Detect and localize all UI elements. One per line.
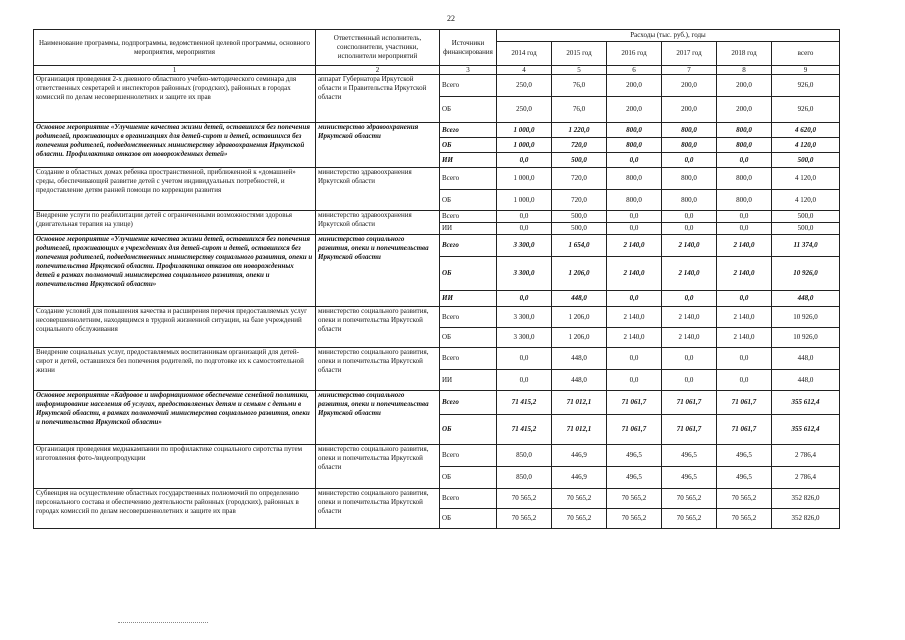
- column-index: 8: [717, 66, 772, 75]
- year-value: 446,9: [552, 445, 607, 467]
- activity-name: Организация проведения медиакампании по профилактике социального сиротства путем изготовления фото-/видеопродукции: [34, 445, 316, 489]
- year-value: 0,0: [497, 348, 552, 370]
- year-value: 2 140,0: [717, 257, 772, 291]
- funding-source: Всего: [440, 123, 497, 138]
- year-value: 800,0: [607, 190, 662, 211]
- total-value: 355 612,4: [772, 415, 840, 445]
- year-value: 800,0: [607, 138, 662, 153]
- total-value: 352 826,0: [772, 489, 840, 509]
- year-value: 800,0: [717, 138, 772, 153]
- year-value: 1 000,0: [497, 190, 552, 211]
- year-value: 0,0: [497, 153, 552, 168]
- total-value: 4 120,0: [772, 138, 840, 153]
- year-value: 70 565,2: [662, 509, 717, 529]
- year-value: 71 415,2: [497, 415, 552, 445]
- activity-name: Основное мероприятие «Кадровое и информационное обеспечение семейной политики, информирование населения об услугах, предоставляемых детям и семьям с детьми в Иркутской области, в рамках полномочий министерства социального развития, опеки и попечительства Иркутской области»: [34, 391, 316, 445]
- header-year: 2014 год: [497, 42, 552, 66]
- header-expenses: Расходы (тыс. руб.), годы: [497, 30, 840, 42]
- footer-dotted-line: [118, 622, 208, 623]
- year-value: 1 206,0: [552, 307, 607, 328]
- year-value: 70 565,2: [662, 489, 717, 509]
- year-value: 70 565,2: [717, 509, 772, 529]
- table-row: [34, 391, 840, 415]
- year-value: 71 012,1: [552, 391, 607, 415]
- column-index: 6: [607, 66, 662, 75]
- year-value: 800,0: [607, 168, 662, 190]
- column-index: 3: [440, 66, 497, 75]
- total-value: 355 612,4: [772, 391, 840, 415]
- funding-source: ОБ: [440, 328, 497, 348]
- year-value: 0,0: [662, 211, 717, 223]
- year-value: 71 061,7: [717, 391, 772, 415]
- table-row: [34, 211, 840, 223]
- total-value: 10 926,0: [772, 307, 840, 328]
- column-index: 2: [316, 66, 440, 75]
- activity-name: Внедрение социальных услуг, предоставляемых воспитанникам организаций для детей-сирот и детей, оставшихся без попечения родителей, по подготовке их к самостоятельной жизни: [34, 348, 316, 391]
- year-value: 200,0: [662, 97, 717, 123]
- year-value: 3 300,0: [497, 307, 552, 328]
- header-year: 2017 год: [662, 42, 717, 66]
- activity-executor: министерство здравоохранения Иркутской области: [316, 168, 440, 211]
- total-value: 352 826,0: [772, 509, 840, 529]
- year-value: 496,5: [717, 467, 772, 489]
- year-value: 0,0: [717, 153, 772, 168]
- year-value: 250,0: [497, 75, 552, 97]
- funding-source: ИИ: [440, 291, 497, 307]
- year-value: 2 140,0: [662, 235, 717, 257]
- activity-executor: министерство социального развития, опеки и попечительства Иркутской области: [316, 348, 440, 391]
- year-value: 76,0: [552, 97, 607, 123]
- year-value: 0,0: [717, 348, 772, 370]
- year-value: 3 300,0: [497, 235, 552, 257]
- year-value: 70 565,2: [552, 509, 607, 529]
- total-value: 926,0: [772, 97, 840, 123]
- activity-name: Создание условий для повышения качества и расширения перечня предоставляемых услуг несовершеннолетним, находящимся в трудной жизненной ситуации, на базе учреждений социального обслуживания: [34, 307, 316, 348]
- year-value: 496,5: [717, 445, 772, 467]
- year-value: 200,0: [607, 97, 662, 123]
- activity-executor: министерство социального развития, опеки и попечительства Иркутской области: [316, 489, 440, 529]
- total-value: 448,0: [772, 291, 840, 307]
- funding-source: ОБ: [440, 257, 497, 291]
- funding-source: Всего: [440, 348, 497, 370]
- funding-source: Всего: [440, 211, 497, 223]
- page-number: 22: [447, 14, 455, 23]
- header-name: Наименование программы, подпрограммы, ведомственной целевой программы, основного мероприятия, мероприятия: [34, 30, 316, 66]
- year-value: 3 300,0: [497, 328, 552, 348]
- year-value: 800,0: [662, 123, 717, 138]
- table-row: [34, 168, 840, 190]
- year-value: 0,0: [717, 291, 772, 307]
- year-value: 720,0: [552, 168, 607, 190]
- year-value: 200,0: [717, 97, 772, 123]
- year-value: 3 300,0: [497, 257, 552, 291]
- year-value: 0,0: [497, 370, 552, 391]
- header-year: 2018 год: [717, 42, 772, 66]
- header-source: Источники финансирования: [440, 30, 497, 66]
- year-value: 2 140,0: [662, 307, 717, 328]
- year-value: 0,0: [662, 370, 717, 391]
- total-value: 500,0: [772, 223, 840, 235]
- year-value: 720,0: [552, 138, 607, 153]
- activity-name: Основное мероприятие «Улучшение качества жизни детей, оставшихся без попечения родителей, проживающих в учреждениях для детей-сирот и детей, оставшихся без попечения родителей, подведомственных министерству социального развития, опеки и попечительства Иркутской области. Профилактика отказов от новорожденных детей в рамках полномочий министерства социального развития, опеки и попечительства Иркутской области»: [34, 235, 316, 307]
- year-value: 1 206,0: [552, 257, 607, 291]
- year-value: 71 415,2: [497, 391, 552, 415]
- total-value: 926,0: [772, 75, 840, 97]
- year-value: 2 140,0: [717, 328, 772, 348]
- year-value: 500,0: [552, 223, 607, 235]
- year-value: 0,0: [497, 291, 552, 307]
- year-value: 800,0: [607, 123, 662, 138]
- year-value: 448,0: [552, 348, 607, 370]
- year-value: 1 000,0: [497, 168, 552, 190]
- year-value: 0,0: [497, 223, 552, 235]
- total-value: 2 786,4: [772, 467, 840, 489]
- activity-executor: аппарат Губернатора Иркутской области и Правительства Иркутской области: [316, 75, 440, 123]
- expenses-table: [33, 29, 840, 529]
- year-value: 71 061,7: [662, 415, 717, 445]
- year-value: 448,0: [552, 370, 607, 391]
- funding-source: Всего: [440, 391, 497, 415]
- activity-name: Организация проведения 2-х дневного областного учебно-методического семинара для ответственных секретарей и инспекторов районных (городских), районных в городах комиссий по делам несовершеннолетних и защите их прав: [34, 75, 316, 123]
- header-total: всего: [772, 42, 840, 66]
- total-value: 2 786,4: [772, 445, 840, 467]
- table-row: [34, 123, 840, 138]
- table-row: [34, 348, 840, 370]
- year-value: 70 565,2: [607, 489, 662, 509]
- year-value: 850,0: [497, 445, 552, 467]
- year-value: 1 000,0: [497, 138, 552, 153]
- funding-source: ОБ: [440, 415, 497, 445]
- year-value: 71 061,7: [607, 415, 662, 445]
- year-value: 71 061,7: [662, 391, 717, 415]
- year-value: 496,5: [662, 445, 717, 467]
- year-value: 2 140,0: [662, 328, 717, 348]
- year-value: 500,0: [552, 153, 607, 168]
- year-value: 2 140,0: [717, 307, 772, 328]
- funding-source: Всего: [440, 307, 497, 328]
- funding-source: ИИ: [440, 153, 497, 168]
- year-value: 0,0: [607, 348, 662, 370]
- year-value: 71 061,7: [717, 415, 772, 445]
- year-value: 496,5: [607, 445, 662, 467]
- total-value: 4 120,0: [772, 168, 840, 190]
- year-value: 496,5: [607, 467, 662, 489]
- total-value: 448,0: [772, 348, 840, 370]
- funding-source: Всего: [440, 75, 497, 97]
- activity-name: Субвенция на осуществление областных государственных полномочий по определению персонального состава и обеспечению деятельности районных (городских), районных в городах комиссий по делам несовершеннолетних и защите их прав: [34, 489, 316, 529]
- year-value: 70 565,2: [552, 489, 607, 509]
- activity-executor: министерство социального развития, опеки и попечительства Иркутской области: [316, 235, 440, 307]
- year-value: 496,5: [662, 467, 717, 489]
- activity-name: Основное мероприятие «Улучшение качества жизни детей, оставшихся без попечения родителей, проживающих в организациях для детей-сирот и детей, оставшихся без попечения родителей, подведомственных министерству здравоохранения Иркутской области. Профилактика отказов от новорожденных детей»: [34, 123, 316, 168]
- activity-name: Создание в областных домах ребенка пространственной, приближенной к «домашней» среды, обеспечивающей развитие детей с учетом индивидуальных потребностей, и предоставление детям ранней помощи по коррекции развития: [34, 168, 316, 211]
- funding-source: ОБ: [440, 97, 497, 123]
- funding-source: Всего: [440, 445, 497, 467]
- activity-name: Внедрение услуги по реабилитации детей с ограниченными возможностями здоровья (двигательная терапия на улице): [34, 211, 316, 235]
- year-value: 71 012,1: [552, 415, 607, 445]
- total-value: 10 926,0: [772, 328, 840, 348]
- column-index: 9: [772, 66, 840, 75]
- activity-executor: министерство здравоохранения Иркутской области: [316, 123, 440, 168]
- year-value: 2 140,0: [607, 257, 662, 291]
- year-value: 0,0: [607, 291, 662, 307]
- year-value: 800,0: [662, 168, 717, 190]
- year-value: 0,0: [607, 370, 662, 391]
- year-value: 800,0: [717, 190, 772, 211]
- total-value: 500,0: [772, 211, 840, 223]
- header-year: 2016 год: [607, 42, 662, 66]
- year-value: 0,0: [717, 370, 772, 391]
- year-value: 800,0: [662, 138, 717, 153]
- year-value: 70 565,2: [607, 509, 662, 529]
- year-value: 800,0: [717, 123, 772, 138]
- year-value: 76,0: [552, 75, 607, 97]
- year-value: 70 565,2: [497, 509, 552, 529]
- year-value: 70 565,2: [497, 489, 552, 509]
- total-value: 4 120,0: [772, 190, 840, 211]
- year-value: 0,0: [717, 223, 772, 235]
- activity-executor: министерство здравоохранения Иркутской области: [316, 211, 440, 235]
- year-value: 850,0: [497, 467, 552, 489]
- column-index: 1: [34, 66, 316, 75]
- year-value: 0,0: [607, 153, 662, 168]
- funding-source: Всего: [440, 235, 497, 257]
- year-value: 446,9: [552, 467, 607, 489]
- year-value: 800,0: [662, 190, 717, 211]
- table-row: [34, 235, 840, 257]
- funding-source: ИИ: [440, 370, 497, 391]
- header-year: 2015 год: [552, 42, 607, 66]
- funding-source: ИИ: [440, 223, 497, 235]
- year-value: 1 220,0: [552, 123, 607, 138]
- table-row: [34, 489, 840, 509]
- year-value: 0,0: [497, 211, 552, 223]
- activity-executor: министерство социального развития, опеки и попечительства Иркутской области: [316, 391, 440, 445]
- year-value: 70 565,2: [717, 489, 772, 509]
- year-value: 0,0: [662, 348, 717, 370]
- year-value: 200,0: [662, 75, 717, 97]
- year-value: 0,0: [662, 223, 717, 235]
- year-value: 2 140,0: [662, 257, 717, 291]
- column-index: 7: [662, 66, 717, 75]
- year-value: 200,0: [607, 75, 662, 97]
- table-row: [34, 445, 840, 467]
- year-value: 200,0: [717, 75, 772, 97]
- year-value: 0,0: [717, 211, 772, 223]
- activity-executor: министерство социального развития, опеки и попечительства Иркутской области: [316, 445, 440, 489]
- year-value: 2 140,0: [607, 328, 662, 348]
- column-index: 4: [497, 66, 552, 75]
- year-value: 0,0: [607, 211, 662, 223]
- funding-source: ОБ: [440, 467, 497, 489]
- year-value: 2 140,0: [607, 307, 662, 328]
- year-value: 0,0: [662, 291, 717, 307]
- year-value: 0,0: [662, 153, 717, 168]
- funding-source: Всего: [440, 489, 497, 509]
- funding-source: Всего: [440, 168, 497, 190]
- total-value: 448,0: [772, 370, 840, 391]
- year-value: 800,0: [717, 168, 772, 190]
- total-value: 11 374,0: [772, 235, 840, 257]
- total-value: 4 620,0: [772, 123, 840, 138]
- column-index: 5: [552, 66, 607, 75]
- table-row: [34, 307, 840, 328]
- total-value: 10 926,0: [772, 257, 840, 291]
- year-value: 448,0: [552, 291, 607, 307]
- year-value: 1 000,0: [497, 123, 552, 138]
- table-row: [34, 75, 840, 97]
- funding-source: ОБ: [440, 190, 497, 211]
- year-value: 1 206,0: [552, 328, 607, 348]
- year-value: 1 654,0: [552, 235, 607, 257]
- year-value: 0,0: [607, 223, 662, 235]
- year-value: 250,0: [497, 97, 552, 123]
- year-value: 500,0: [552, 211, 607, 223]
- header-executor: Ответственный исполнитель, соисполнители, участники, исполнители мероприятий: [316, 30, 440, 66]
- total-value: 500,0: [772, 153, 840, 168]
- activity-executor: министерство социального развития, опеки и попечительства Иркутской области: [316, 307, 440, 348]
- year-value: 720,0: [552, 190, 607, 211]
- year-value: 2 140,0: [607, 235, 662, 257]
- year-value: 71 061,7: [607, 391, 662, 415]
- funding-source: ОБ: [440, 138, 497, 153]
- table-body: [34, 75, 840, 529]
- year-value: 2 140,0: [717, 235, 772, 257]
- funding-source: ОБ: [440, 509, 497, 529]
